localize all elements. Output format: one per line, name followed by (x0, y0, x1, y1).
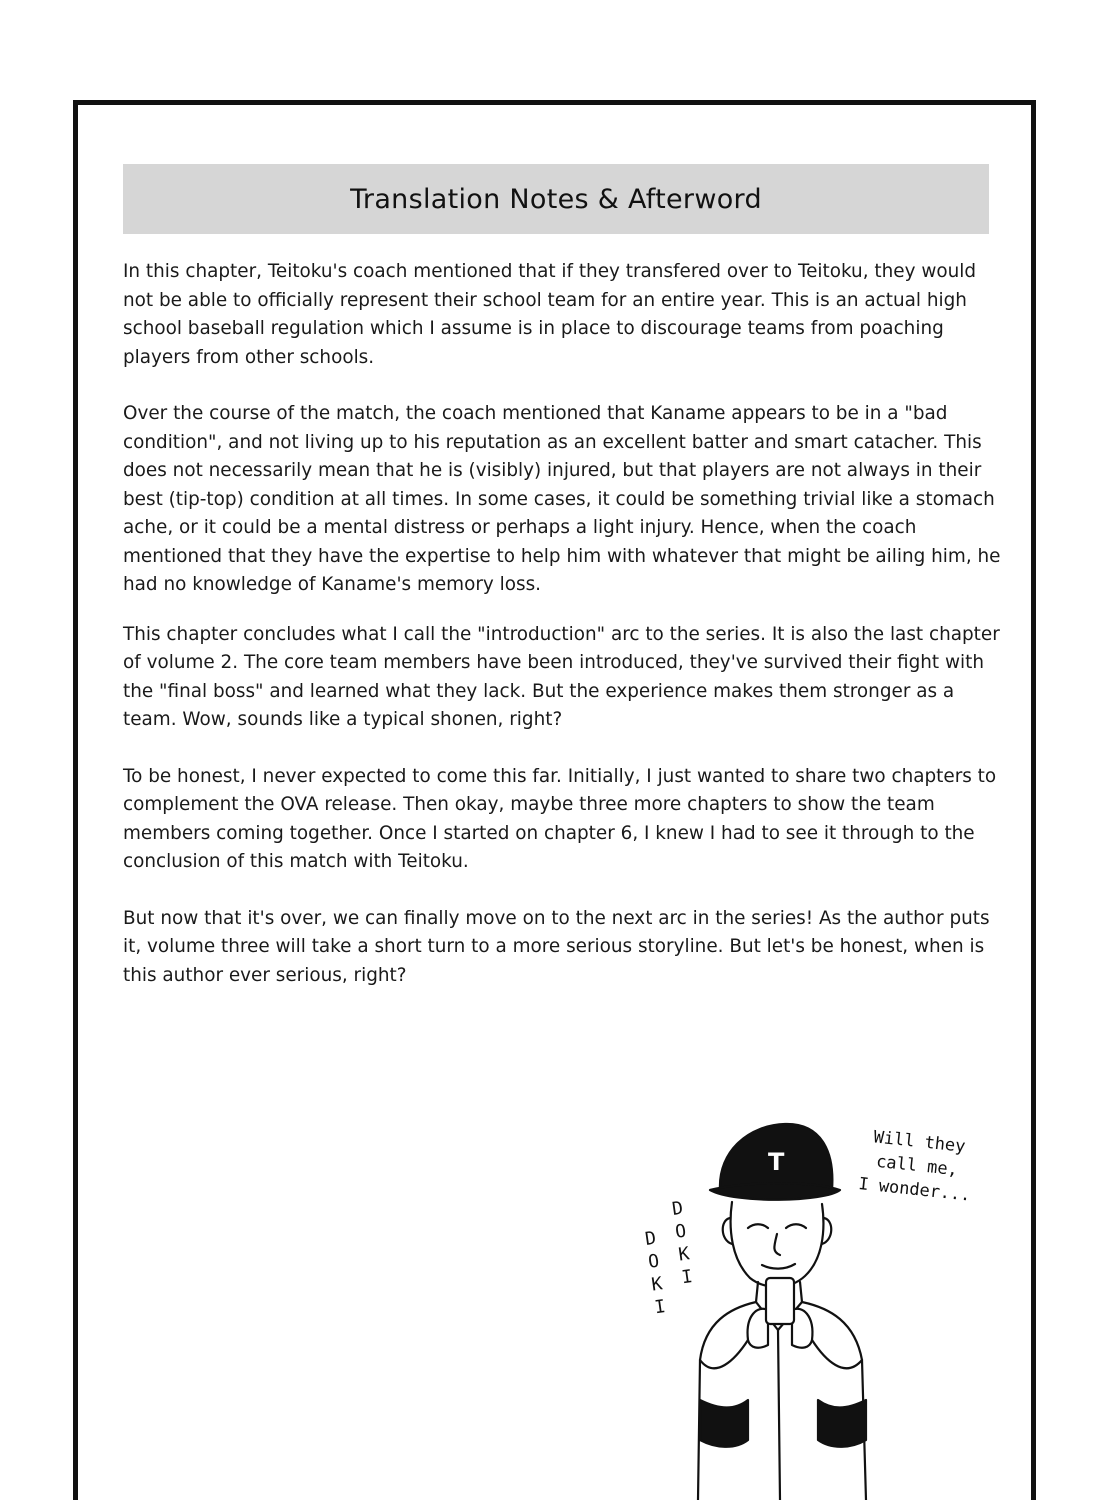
paragraph-3: This chapter concludes what I call the "introduction" arc to the series. It is also the last chapter of volume 2. The core team members have been introduced, they've survived their fight with the "final boss" and learned what they lack. But the experience makes them stronger as a team. Wow, sounds like a typical shonen, right? (123, 623, 1000, 730)
speech-caption (849, 1123, 986, 1208)
paragraph-5: But now that it's over, we can finally move on to the next arc in the series! As the author puts it, volume three will take a short turn to a more serious storyline. But let's be honest, when is this author ever serious, right? (123, 907, 990, 986)
page-title: Translation Notes & Afterword (350, 183, 762, 215)
speech-line-3: I wonder... (857, 1174, 972, 1206)
cap-logo-letter: T (768, 1148, 785, 1176)
sfx-doki-2: DOKI (638, 1226, 673, 1322)
title-bar (123, 164, 989, 234)
paragraph-4: To be honest, I never expected to come this far. Initially, I just wanted to share two chapters to complement the OVA release. Then okay, maybe three more chapters to show the team members coming together. Once I started on chapter 6, I knew I had to see it through to the conclusion of this match with Teitoku. (123, 765, 997, 872)
article-body (123, 258, 1003, 990)
speech-line-1: Will they (872, 1127, 967, 1157)
paragraph-2: Over the course of the match, the coach mentioned that Kaname appears to be in a "bad condition", and not living up to his reputation as an excellent batter and smart catacher. This does not necessarily mean that he is (visibly) injured, but that players are not always in their best (tip-top) condition at all times. In some cases, it could be something trivial like a stomach ache, or it could be a mental distress or perhaps a light injury. Hence, when the coach mentioned that they have the expertise to help him with whatever that might be ailing him, he had no knowledge of Kaname's memory loss. (123, 403, 1001, 595)
paragraph-1: In this chapter, Teitoku's coach mentioned that if they transfered over to Teitoku, they would not be able to officially represent their school team for an entire year. This is an actual high school baseball regulation which I assume is in place to discourage teams from poaching players from other schools. (123, 261, 977, 368)
sfx-doki-1: DOKI (665, 1196, 700, 1292)
speech-line-2: call me, (875, 1151, 959, 1181)
